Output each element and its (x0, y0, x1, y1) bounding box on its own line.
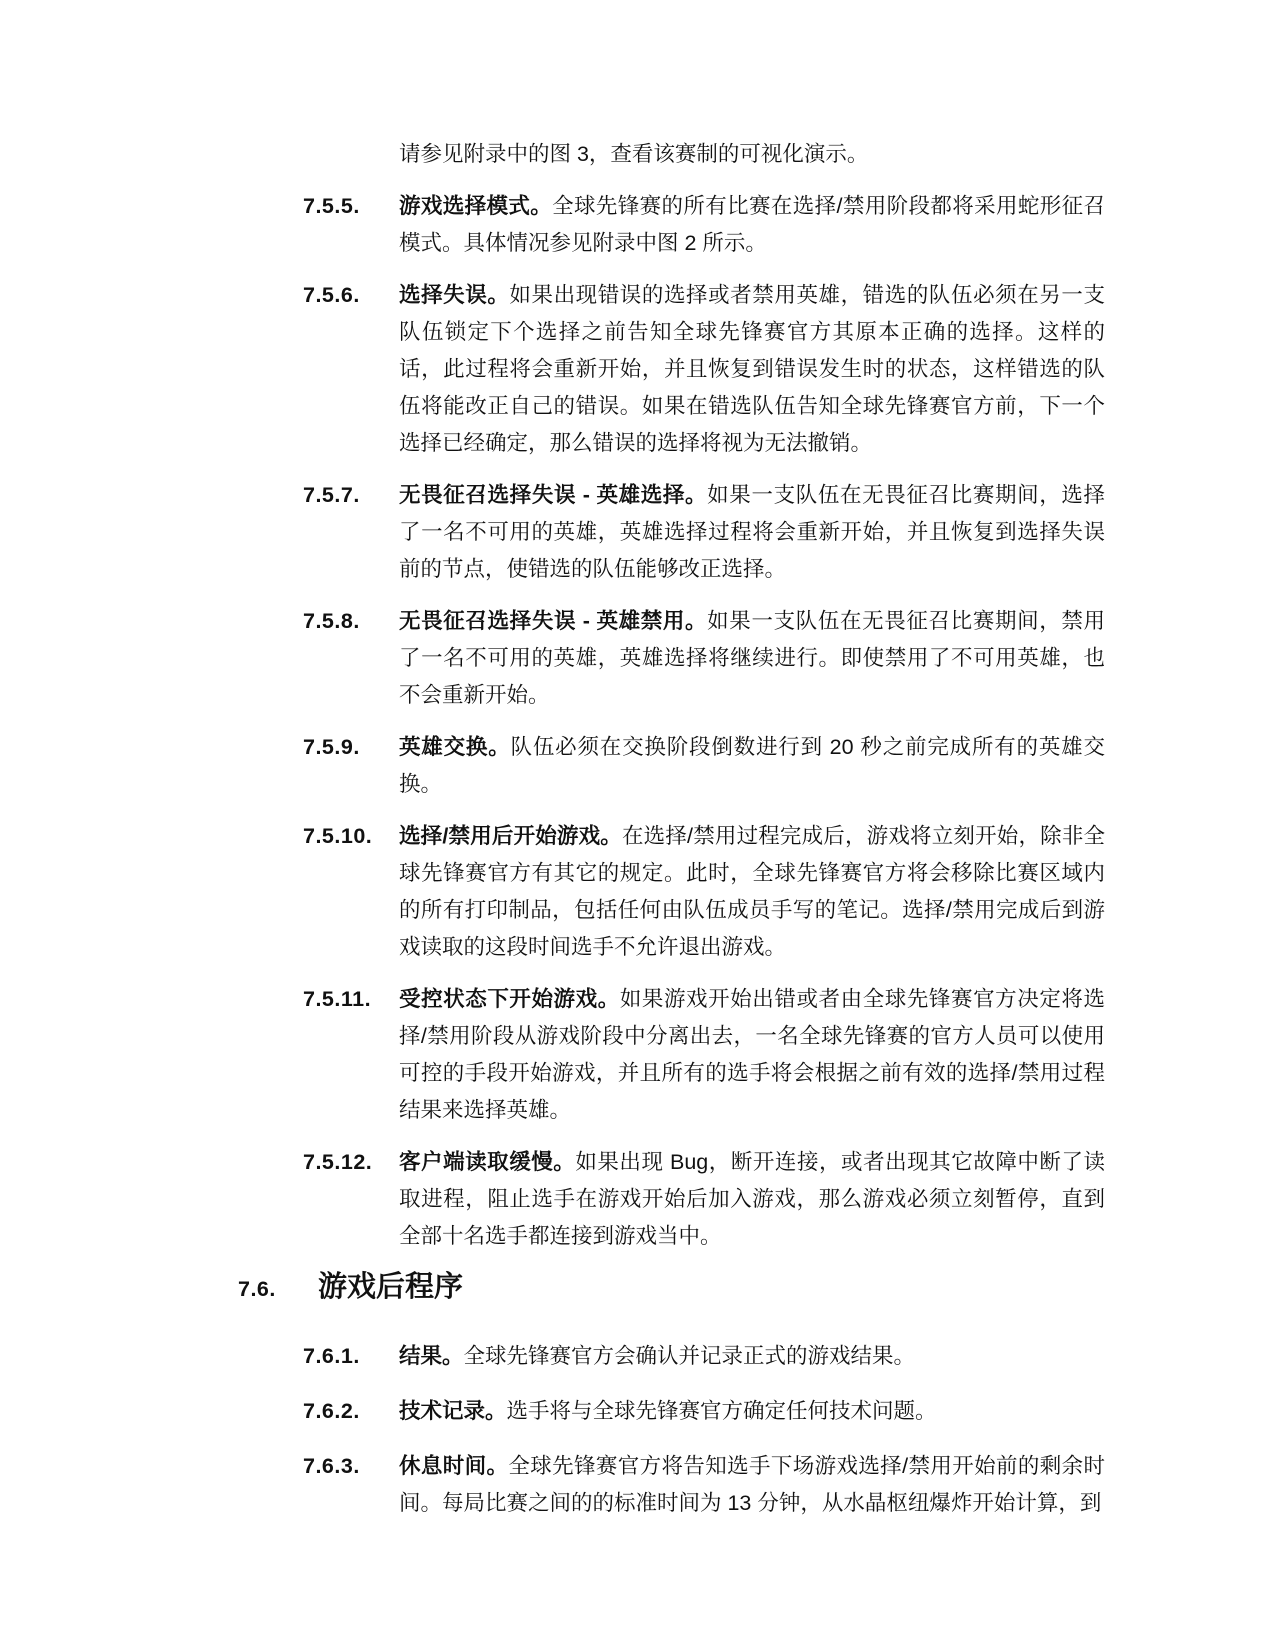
section-heading-7-6 (238, 1270, 1104, 1304)
rule-body: 队伍必须在交换阶段倒数进行到 20 秒之前完成所有的英雄交换。 (399, 735, 1105, 796)
rule-body: 全球先锋赛的所有比赛在选择/禁用阶段都将采用蛇形征召模式。具体情况参见附录中图 2 所示。 (399, 194, 1105, 255)
rule-body: 选手将与全球先锋赛官方确定任何技术问题。 (506, 1399, 937, 1423)
rule-number: 7.6.1. (303, 1344, 360, 1368)
rule-number: 7.5.7. (303, 483, 360, 507)
rule-item-7-5-10 (303, 818, 1104, 966)
rule-item-7-5-12 (303, 1144, 1104, 1255)
intro-paragraph: 请参见附录中的图 3，查看该赛制的可视化演示。 (399, 142, 869, 166)
rule-text (399, 1144, 1105, 1255)
rule-title: 结果。 (399, 1344, 464, 1368)
rule-number: 7.5.9. (303, 735, 360, 759)
rule-body: 如果一支队伍在无畏征召比赛期间，选择了一名不可用的英雄，英雄选择过程将会重新开始，并且恢复到选择失误前的节点，使错选的队伍能够改正选择。 (399, 483, 1105, 581)
rule-title: 无畏征召选择失误 - 英雄禁用。 (399, 609, 708, 633)
section-title: 游戏后程序 (318, 1271, 464, 1303)
section-number: 7.6. (238, 1277, 276, 1301)
rule-text (399, 277, 1105, 462)
rule-text (399, 603, 1105, 714)
rule-title: 游戏选择模式。 (399, 194, 553, 218)
rule-number: 7.6.3. (303, 1454, 360, 1478)
rule-body: 全球先锋赛官方将告知选手下场游戏选择/禁用开始前的剩余时间。每局比赛之间的的标准时间为 13 分钟，从水晶枢纽爆炸开始计算，到 (399, 1454, 1105, 1515)
rule-body: 全球先锋赛官方会确认并记录正式的游戏结果。 (463, 1344, 916, 1368)
rule-body: 如果游戏开始出错或者由全球先锋赛官方决定将选择/禁用阶段从游戏阶段中分离出去，一名全球先锋赛的官方人员可以使用可控的手段开始游戏，并且所有的选手将会根据之前有效的选择/禁用过程结果来选择英雄。 (399, 987, 1105, 1122)
rule-title: 选择失误。 (399, 283, 510, 307)
rule-number: 7.5.6. (303, 283, 360, 307)
rule-title: 受控状态下开始游戏。 (399, 987, 620, 1011)
rule-body: 如果出现 Bug，断开连接，或者出现其它故障中断了读取进程，阻止选手在游戏开始后加入游戏，那么游戏必须立刻暂停，直到全部十名选手都连接到游戏当中。 (399, 1150, 1105, 1248)
rule-text (399, 1448, 1105, 1522)
rule-number: 7.5.12. (303, 1150, 373, 1174)
rule-item-7-6-2 (303, 1393, 1104, 1430)
rule-item-7-6-1 (303, 1338, 1104, 1375)
rule-title: 休息时间。 (399, 1454, 509, 1478)
rule-text (399, 818, 1105, 966)
rule-item-7-5-6 (303, 277, 1104, 462)
rule-item-7-5-9 (303, 729, 1104, 803)
rule-title: 技术记录。 (399, 1399, 507, 1423)
rule-item-7-5-11 (303, 981, 1104, 1129)
rule-number: 7.5.8. (303, 609, 360, 633)
rule-title: 英雄交换。 (399, 735, 511, 759)
rule-number: 7.6.2. (303, 1399, 360, 1423)
rule-number: 7.5.11. (303, 987, 372, 1011)
rule-number: 7.5.10. (303, 824, 373, 848)
rule-text (399, 1338, 1105, 1375)
rule-title: 客户端读取缓慢。 (399, 1150, 576, 1174)
rule-body: 在选择/禁用过程完成后，游戏将立刻开始，除非全球先锋赛官方有其它的规定。此时，全球先锋赛官方将会移除比赛区域内的所有打印制品，包括任何由队伍成员手写的笔记。选择/禁用完成后到游戏读取的这段时间选手不允许退出游戏。 (399, 824, 1105, 959)
rule-title: 选择/禁用后开始游戏。 (399, 824, 622, 848)
rule-item-7-5-7 (303, 477, 1104, 588)
rule-item-7-5-5 (303, 188, 1104, 262)
rule-body: 如果一支队伍在无畏征召比赛期间，禁用了一名不可用的英雄，英雄选择将继续进行。即使禁用了不可用英雄，也不会重新开始。 (399, 609, 1105, 707)
rule-text (399, 981, 1105, 1129)
rule-item-7-6-3 (303, 1448, 1104, 1522)
rule-body: 如果出现错误的选择或者禁用英雄，错选的队伍必须在另一支队伍锁定下个选择之前告知全球先锋赛官方其原本正确的选择。这样的话，此过程将会重新开始，并且恢复到错误发生时的状态，这样错选的队伍将能改正自己的错误。如果在错选队伍告知全球先锋赛官方前，下一个选择已经确定，那么错误的选择将视为无法撤销。 (399, 283, 1105, 455)
rule-text (399, 188, 1105, 262)
rule-item-7-5-8 (303, 603, 1104, 714)
rule-number: 7.5.5. (303, 194, 360, 218)
rule-text (399, 477, 1105, 588)
rule-title: 无畏征召选择失误 - 英雄选择。 (399, 483, 708, 507)
rule-text (399, 729, 1105, 803)
rule-text (399, 1393, 1105, 1430)
